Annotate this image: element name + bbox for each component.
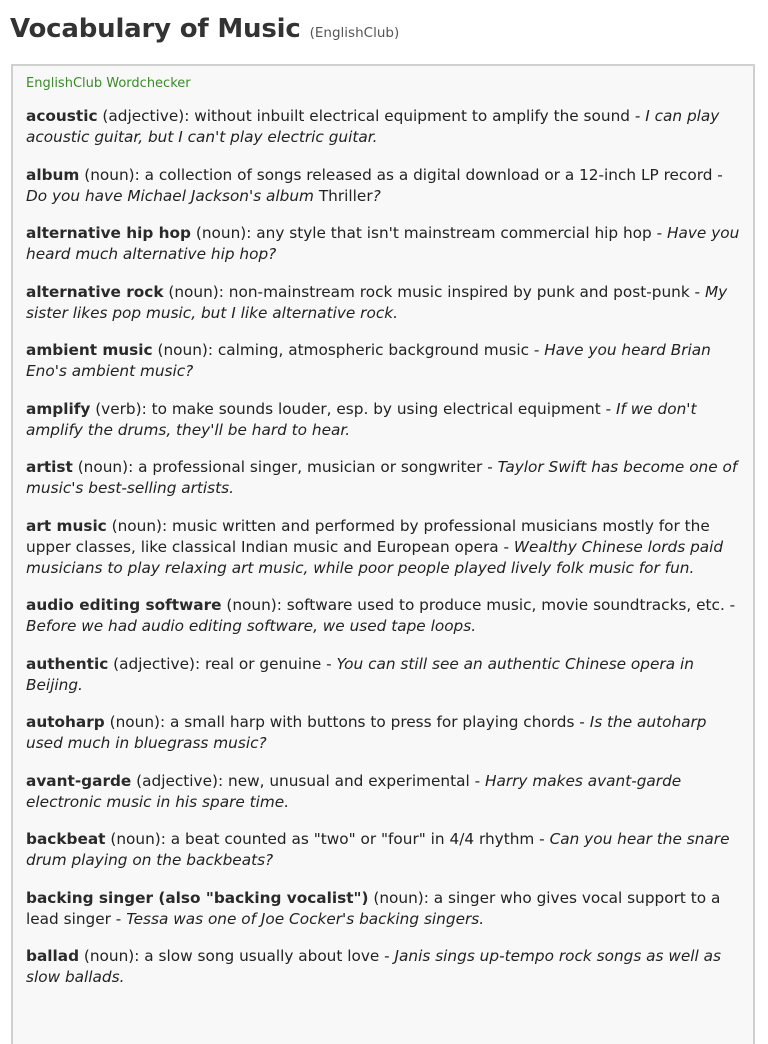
entry-term: audio editing software xyxy=(26,596,222,614)
entry-definition: real or genuine - xyxy=(205,654,337,673)
entry-example: Can you hear the snare drum playing on the backbeats? xyxy=(26,830,730,869)
entry-pos: (noun): xyxy=(79,947,145,965)
entry-example: Have you heard much alternative hip hop? xyxy=(26,224,740,263)
entry-pos: (noun): xyxy=(104,713,171,731)
entry-authentic xyxy=(26,654,741,696)
entry-amplify xyxy=(26,399,741,441)
entry-definition: a collection of songs released as a digital download or a 12-inch LP record - xyxy=(144,165,723,184)
entry-definition: a professional singer, musician or songwriter - xyxy=(138,458,498,476)
entry-art-music xyxy=(26,516,741,579)
entry-audio-editing-software xyxy=(26,595,741,637)
wordchecker-panel xyxy=(11,64,755,1044)
entry-pos: (noun): xyxy=(191,224,257,242)
entry-example: If we don't amplify the drums, they'll be hard to hear. xyxy=(26,399,697,439)
entry-definition: any style that isn't mainstream commercial hip hop - xyxy=(256,224,667,242)
page-source: (EnglishClub) xyxy=(309,25,400,41)
entry-example: I can play acoustic guitar, but I can't play electric guitar. xyxy=(26,107,720,146)
entry-definition: without inbuilt electrical equipment to amplify the sound - xyxy=(194,107,646,125)
entry-definition: music written and performed by professional musicians mostly for the upper classes, like classical Indian music and European opera - xyxy=(26,516,710,556)
entry-alternative-rock xyxy=(26,282,741,324)
entry-term: ambient music xyxy=(26,341,153,359)
panel-label: EnglishClub Wordchecker xyxy=(26,76,191,91)
page-header xyxy=(10,14,399,44)
entry-pos: (noun): xyxy=(106,516,173,535)
entry-example: Harry makes avant-garde electronic music in his spare time. xyxy=(26,771,682,811)
entry-example: My sister likes pop music, but I like alternative rock. xyxy=(26,282,728,322)
page-title: Vocabulary of Music xyxy=(10,14,301,44)
entry-example: You can still see an authentic Chinese opera in Beijing. xyxy=(26,654,694,694)
entry-example: Before we had audio editing software, we used tape loops. xyxy=(26,617,477,635)
entry-term: ballad xyxy=(26,947,80,965)
entry-term: authentic xyxy=(26,654,109,673)
entry-example: Janis sings up-tempo rock songs as well as slow ballads. xyxy=(26,947,722,986)
entry-definition: a slow song usually about love - xyxy=(144,947,395,965)
entry-example-text: Do you have Michael Jackson's album xyxy=(26,186,319,205)
entry-definition: a singer who gives vocal support to a lead singer - xyxy=(26,888,721,928)
entry-pos: (verb): xyxy=(90,399,152,418)
entry-term: alternative rock xyxy=(26,282,164,301)
entry-definition: a beat counted as "two" or "four" in 4/4 rhythm - xyxy=(170,830,550,848)
entry-definition: software used to produce music, movie soundtracks, etc. - xyxy=(286,596,736,614)
entry-example: Taylor Swift has become one of music's best-selling artists. xyxy=(26,458,738,497)
entry-pos: (adjective): xyxy=(97,107,195,125)
entry-example: Have you heard Brian Eno's ambient music? xyxy=(26,341,711,380)
entry-term: artist xyxy=(26,458,73,476)
entry-album xyxy=(26,165,741,207)
entry-example: Is the autoharp used much in bluegrass music? xyxy=(26,713,707,752)
entry-avant-garde xyxy=(26,771,741,813)
entry-pos: (noun): xyxy=(163,282,229,301)
entry-example: Tessa was one of Joe Cocker's backing singers. xyxy=(126,909,485,928)
entry-acoustic xyxy=(26,106,741,148)
entry-definition: non-mainstream rock music inspired by punk and post-punk - xyxy=(228,282,705,301)
entry-autoharp xyxy=(26,712,741,754)
entry-pos: (noun): xyxy=(79,165,145,184)
entry-pos: (noun): xyxy=(72,458,139,476)
entry-term: autoharp xyxy=(26,713,105,731)
entry-term: avant-garde xyxy=(26,771,132,790)
entry-pos: (noun): xyxy=(221,596,287,614)
entry-term: backbeat xyxy=(26,830,106,848)
entry-pos: (adjective): xyxy=(131,771,228,790)
entry-pos: (adjective): xyxy=(108,654,205,673)
entry-example-end: ? xyxy=(372,186,381,205)
entry-term: amplify xyxy=(26,399,91,418)
entry-pos: (noun): xyxy=(368,888,434,907)
entry-term: acoustic xyxy=(26,107,98,125)
entry-definition: to make sounds louder, esp. by using electrical equipment - xyxy=(151,399,616,418)
entry-ambient-music xyxy=(26,340,741,382)
entry-example: Wealthy Chinese lords paid musicians to play relaxing art music, while poor people played lively folk music for fun. xyxy=(26,537,724,577)
entry-pos: (noun): xyxy=(105,830,171,848)
entry-definition: calming, atmospheric background music - xyxy=(217,341,545,359)
entry-definition: a small harp with buttons to press for playing chords - xyxy=(170,713,590,731)
entry-ballad xyxy=(26,946,741,988)
entry-term: album xyxy=(26,165,80,184)
entry-term: backing singer (also "backing vocalist") xyxy=(26,888,369,907)
entry-definition: new, unusual and experimental - xyxy=(228,771,485,790)
entry-term: alternative hip hop xyxy=(26,224,191,242)
entry-alternative-hip-hop xyxy=(26,223,741,265)
entry-pos: (noun): xyxy=(152,341,218,359)
entry-term: art music xyxy=(26,516,107,535)
entry-backbeat xyxy=(26,829,741,871)
entry-example xyxy=(26,187,381,205)
entry-backing-singer xyxy=(26,888,741,930)
entry-artist xyxy=(26,457,741,499)
entry-example-title: Thriller xyxy=(318,186,373,205)
